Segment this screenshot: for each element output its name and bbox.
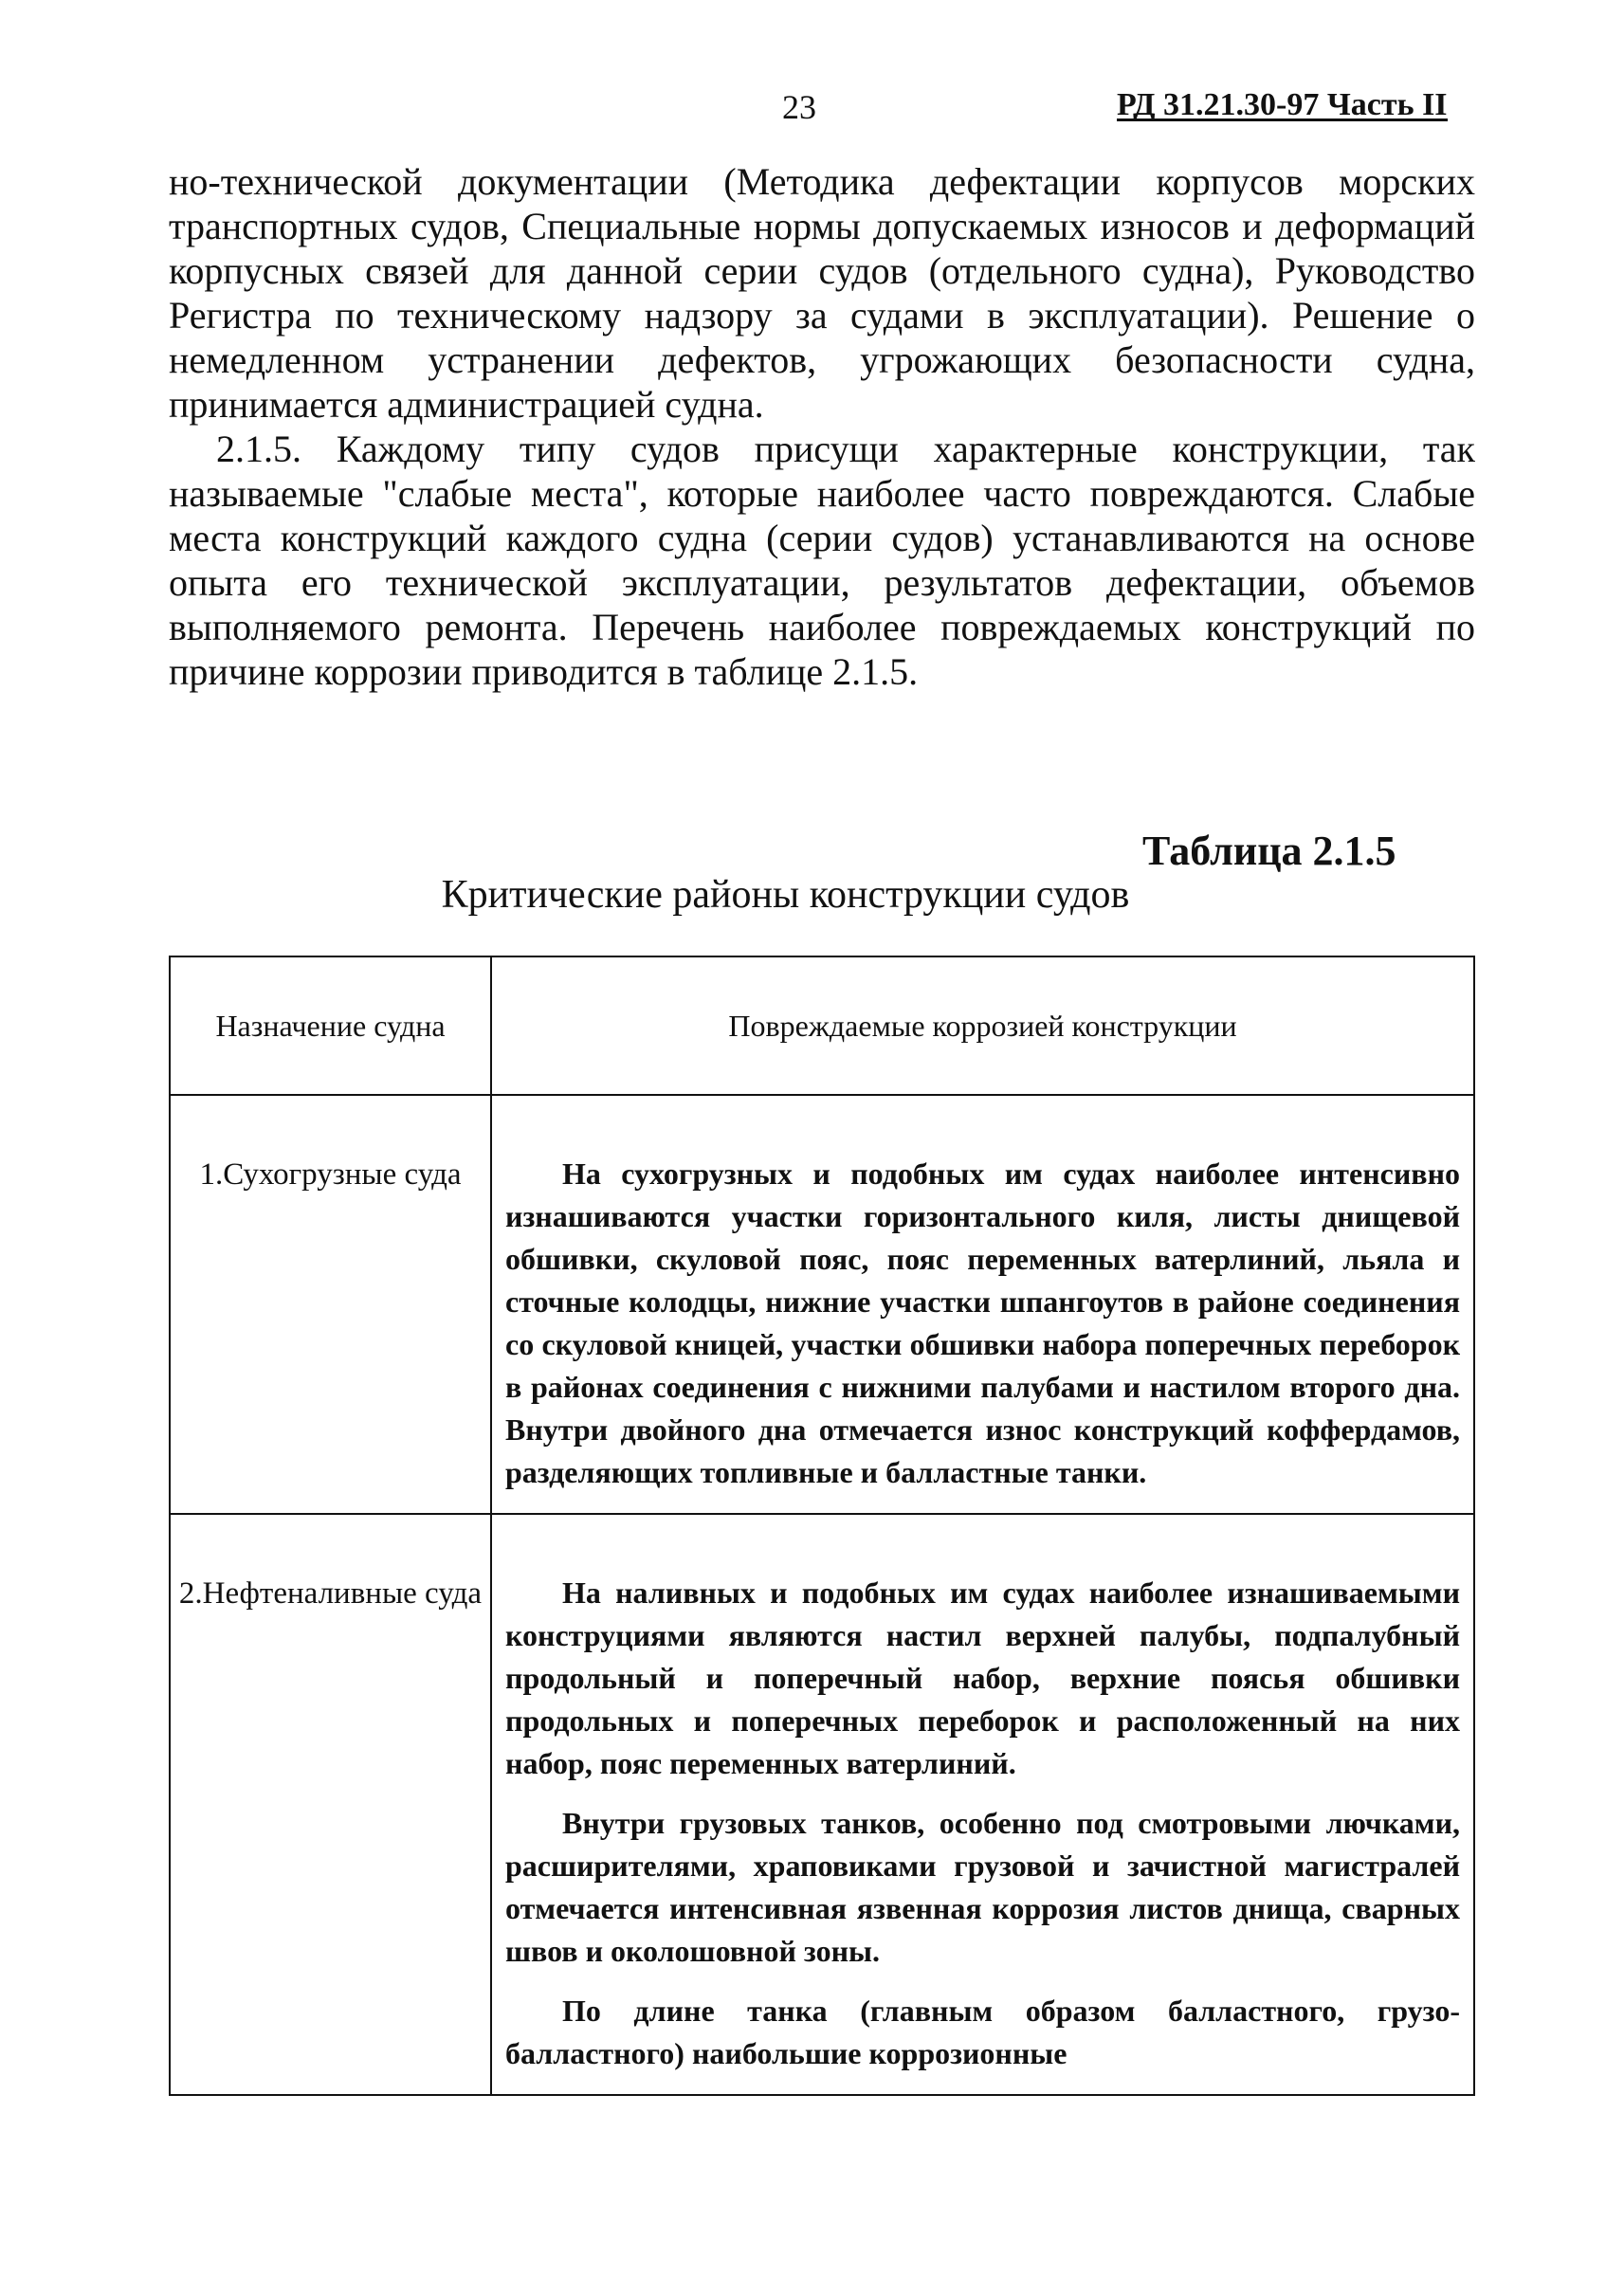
- table-row: [170, 1095, 1474, 1514]
- body-text: [169, 159, 1475, 694]
- description-paragraph: Внутри грузовых танков, особенно под смотровыми лючками, расширителями, храповиками грузовой и зачистной магистралей отмечается интенсивная язвенная коррозия листов днища, сварных швов и околошовной зоны.: [505, 1806, 1460, 1968]
- row-purpose: 2.Нефтеналивные суда: [170, 1514, 491, 2095]
- row-description: [491, 1095, 1474, 1514]
- table-row: [170, 1514, 1474, 2095]
- row-purpose: 1.Сухогрузные суда: [170, 1095, 491, 1514]
- page-number: 23: [782, 88, 816, 126]
- document-reference-text: РД 31.21.30-97 Часть II: [1117, 87, 1448, 122]
- paragraph-continuation: но-технической документации (Методика дефектации корпусов морских транспортных судов, Специальные нормы допускаемых износов и деформаций корпусных связей для данной серии судов (отдельного судна), Руководство Регистра по техническому надзору за судами в эксплуатации). Решение о немедленном устранении дефектов, угрожающих безопасности судна, принимается администрацией судна.: [169, 160, 1475, 426]
- critical-areas-table: [169, 956, 1475, 2096]
- paragraph-2-1-5: 2.1.5. Каждому типу судов присущи характерные конструкции, так называемые "слабые места", которые наиболее часто повреждаются. Слабые места конструкций каждого судна (серии судов) устанавливаются на основе опыта его технической эксплуатации, результатов дефектации, объемов выполняемого ремонта. Перечень наиболее повреждаемых конструкций по причине коррозии приводится в таблице 2.1.5.: [169, 428, 1475, 693]
- table-header-row: [170, 956, 1474, 1095]
- header-structures: Повреждаемые коррозией конструкции: [491, 956, 1474, 1095]
- description-paragraph: На сухогрузных и подобных им судах наиболее интенсивно изнашиваются участки горизонтального киля, листы днищевой обшивки, скуловой пояс, пояс переменных ватерлиний, льяла и сточные колодцы, нижние участки шпангоутов в районе соединения со скуловой кницей, участки обшивки набора поперечных переборок в районах соединения с нижними палубами и настилом второго дна. Внутри двойного дна отмечается износ конструкций коффердамов, разделяющих топливные и балластные танки.: [505, 1157, 1460, 1489]
- table-caption: Критические районы конструкции судов: [441, 873, 1130, 917]
- page-header: [0, 87, 1624, 135]
- header-purpose: Назначение судна: [170, 956, 491, 1095]
- header-underline: [1117, 118, 1448, 121]
- description-paragraph: По длине танка (главным образом балластного, грузо-балластного) наибольшие коррозионные: [505, 1994, 1460, 2070]
- table-label: Таблица 2.1.5: [1142, 828, 1396, 874]
- document-reference: [1117, 87, 1448, 123]
- row-description: [491, 1514, 1474, 2095]
- description-paragraph: На наливных и подобных им судах наиболее изнашиваемыми конструциями являются настил верхней палубы, подпалубный продольный и поперечный набор, верхние поясья обшивки продольных и поперечных переборок и расположенный на них набор, пояс переменных ватерлиний.: [505, 1576, 1460, 1780]
